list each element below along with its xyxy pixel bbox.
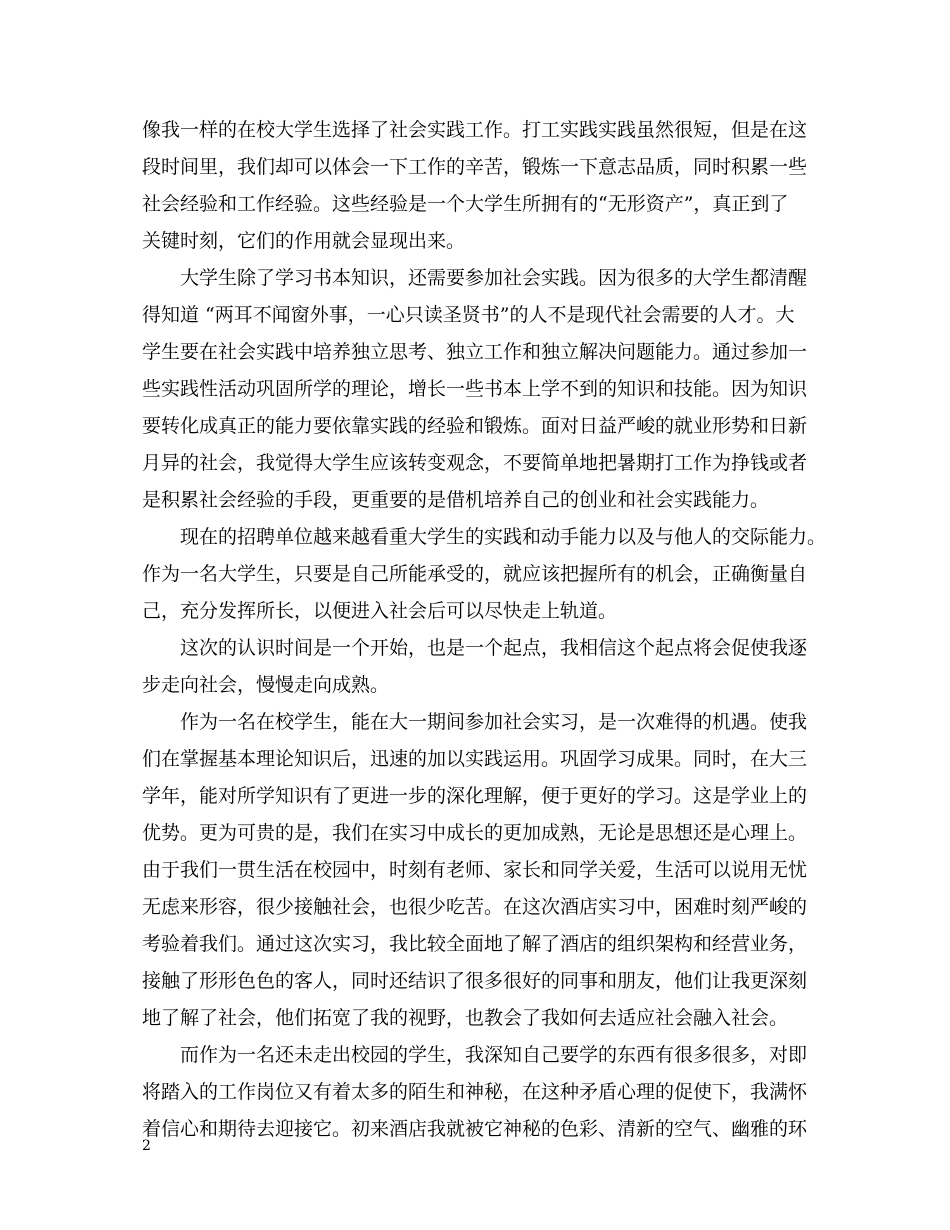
text-line: 己，充分发挥所长，以便进入社会后可以尽快走上轨道。: [142, 600, 618, 622]
text-line: 得知道 “两耳不闻窗外事，一心只读圣贤书”的人不是现代社会需要的人才。大: [142, 304, 795, 326]
page-number: 2: [142, 1138, 151, 1154]
text-line: 现在的招聘单位越来越看重大学生的实践和动手能力以及与他人的交际能力。: [142, 526, 827, 548]
text-line: 像我一样的在校大学生选择了社会实践工作。打工实践实践虽然很短，但是在这: [142, 119, 808, 141]
text-line: 是积累社会经验的手段，更重要的是借机培养自己的创业和社会实践能力。: [142, 489, 770, 511]
text-line: 段时间里，我们却可以体会一下工作的辛苦，锻炼一下意志品质，同时积累一些: [142, 156, 808, 178]
text-line: 由于我们一贯生活在校园中，时刻有老师、家长和同学关爱，生活可以说用无忧: [142, 859, 808, 881]
text-line: 要转化成真正的能力要依靠实践的经验和锻炼。面对日益严峻的就业形势和日新: [142, 415, 808, 437]
text-line: 考验着我们。通过这次实习，我比较全面地了解了酒店的组织架构和经营业务，: [142, 933, 808, 955]
text-line: 将踏入的工作岗位又有着太多的陌生和神秘，在这种矛盾心理的促使下，我满怀: [142, 1081, 808, 1103]
text-line: 大学生除了学习书本知识，还需要参加社会实践。因为很多的大学生都清醒: [142, 267, 808, 289]
text-line: 步走向社会，慢慢走向成熟。: [142, 674, 390, 696]
text-line: 地了解了社会，他们拓宽了我的视野，也教会了我如何去适应社会融入社会。: [142, 1007, 789, 1029]
text-line: 作为一名大学生，只要是自己所能承受的，就应该把握所有的机会，正确衡量自: [142, 563, 808, 585]
text-line: 作为一名在校学生，能在大一期间参加社会实习，是一次难得的机遇。使我: [142, 711, 808, 733]
text-line: 些实践性活动巩固所学的理论，增长一些书本上学不到的知识和技能。因为知识: [142, 378, 808, 400]
text-line: 无虑来形容，很少接触社会，也很少吃苦。在这次酒店实习中，困难时刻严峻的: [142, 896, 808, 918]
text-line: 关键时刻，它们的作用就会显现出来。: [142, 230, 466, 252]
text-line: 学年，能对所学知识有了更进一步的深化理解，便于更好的学习。这是学业上的: [142, 785, 808, 807]
text-line: 月异的社会，我觉得大学生应该转变观念，不要简单地把暑期打工作为挣钱或者: [142, 452, 808, 474]
text-line: 而作为一名还未走出校园的学生，我深知自己要学的东西有很多很多，对即: [142, 1044, 808, 1066]
text-line: 这次的认识时间是一个开始，也是一个起点，我相信这个起点将会促使我逐: [142, 637, 808, 659]
text-line: 着信心和期待去迎接它。初来酒店我就被它神秘的色彩、清新的空气、幽雅的环: [142, 1118, 808, 1140]
text-line: 学生要在社会实践中培养独立思考、独立工作和独立解决问题能力。通过参加一: [142, 341, 808, 363]
text-line: 们在掌握基本理论知识后，迅速的加以实践运用。巩固学习成果。同时，在大三: [142, 748, 808, 770]
text-line: 社会经验和工作经验。这些经验是一个大学生所拥有的“无形资产”，真正到了: [142, 193, 789, 215]
text-line: 优势。更为可贵的是，我们在实习中成长的更加成熟，无论是思想还是心理上。: [142, 822, 808, 844]
text-line: 接触了形形色色的客人，同时还结识了很多很好的同事和朋友，他们让我更深刻: [142, 970, 808, 992]
